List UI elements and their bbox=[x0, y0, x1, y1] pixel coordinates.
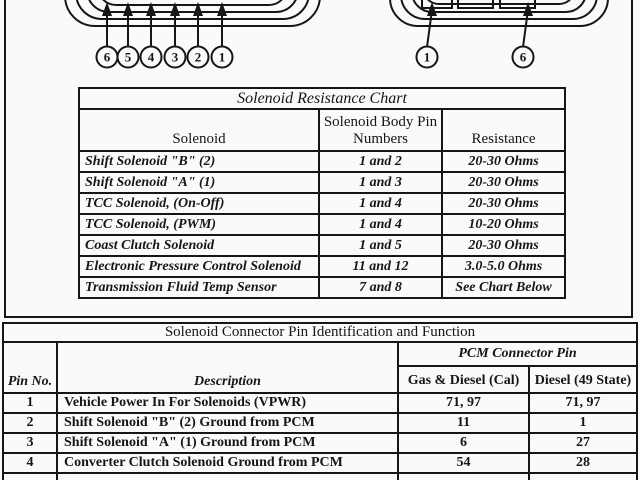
resistance-chart-title: Solenoid Resistance Chart bbox=[79, 88, 565, 109]
pin-label: 4 bbox=[147, 49, 155, 65]
solenoid-name-cell: TCC Solenoid, (PWM) bbox=[79, 214, 319, 235]
pin-no-cell: 2 bbox=[3, 413, 57, 433]
harness-connector-diagram bbox=[378, 0, 630, 72]
resistance-cell: 10-20 Ohms bbox=[442, 214, 565, 235]
cal-pin-cell: 71, 97 bbox=[398, 393, 529, 413]
column-header-pin-no: Pin No. bbox=[3, 342, 57, 393]
column-header-gas-diesel-cal: Gas & Diesel (Cal) bbox=[398, 366, 529, 393]
pin-identification-table bbox=[2, 322, 638, 480]
pin-numbers-cell: 1 and 2 bbox=[319, 151, 442, 172]
description-cell: Shift Solenoid "B" (2) Ground from PCM bbox=[57, 413, 398, 433]
solenoid-resistance-chart bbox=[78, 87, 566, 299]
pin-numbers-cell: 1 and 3 bbox=[319, 172, 442, 193]
description-cell: Vehicle Power In For Solenoids (VPWR) bbox=[57, 393, 398, 413]
table-row bbox=[79, 235, 565, 256]
table-row bbox=[3, 433, 637, 453]
description-cell: Converter Clutch Solenoid Ground from PCM bbox=[57, 453, 398, 473]
description-cell: Shift Solenoid "A" (1) Ground from PCM bbox=[57, 433, 398, 453]
solenoid-name-cell: Shift Solenoid "A" (1) bbox=[79, 172, 319, 193]
pin-label: 2 bbox=[194, 49, 202, 65]
table-title-row bbox=[3, 323, 637, 342]
column-header-description: Description bbox=[57, 342, 398, 393]
table-header-row bbox=[3, 342, 637, 366]
table-row bbox=[3, 453, 637, 473]
pin-label: 6 bbox=[103, 49, 111, 65]
solenoid-name-cell: Shift Solenoid "B" (2) bbox=[79, 151, 319, 172]
pin-table-title: Solenoid Connector Pin Identification and Function bbox=[3, 323, 637, 342]
pin-label: 6 bbox=[519, 49, 527, 65]
resistance-cell: 20-30 Ohms bbox=[442, 193, 565, 214]
resistance-cell: 20-30 Ohms bbox=[442, 172, 565, 193]
pin-numbers-cell: 1 and 4 bbox=[319, 193, 442, 214]
pin-label: 3 bbox=[171, 49, 179, 65]
table-title-row bbox=[79, 88, 565, 109]
description-cell bbox=[57, 473, 398, 480]
column-group-pcm-connector-pin: PCM Connector Pin bbox=[398, 342, 637, 366]
resistance-cell: 20-30 Ohms bbox=[442, 151, 565, 172]
pin-label: 1 bbox=[218, 49, 226, 65]
pin-numbers-cell: 7 and 8 bbox=[319, 277, 442, 298]
table-row bbox=[79, 151, 565, 172]
pin-no-cell bbox=[3, 473, 57, 480]
pin-no-cell: 1 bbox=[3, 393, 57, 413]
pin-label: 1 bbox=[423, 49, 431, 65]
pin-number-callouts bbox=[97, 47, 233, 68]
pin-numbers-cell: 11 and 12 bbox=[319, 256, 442, 277]
table-row bbox=[3, 413, 637, 433]
solenoid-name-cell: TCC Solenoid, (On-Off) bbox=[79, 193, 319, 214]
pin-no-cell: 4 bbox=[3, 453, 57, 473]
state49-pin-cell: 71, 97 bbox=[529, 393, 637, 413]
pin-numbers-cell: 1 and 4 bbox=[319, 214, 442, 235]
column-header-pin-numbers: Solenoid Body Pin Numbers bbox=[319, 109, 442, 151]
column-header-solenoid: Solenoid bbox=[79, 109, 319, 151]
table-row bbox=[79, 277, 565, 298]
state49-pin-cell: 1 bbox=[529, 413, 637, 433]
cal-pin-cell: 6 bbox=[398, 433, 529, 453]
table-row bbox=[79, 172, 565, 193]
solenoid-name-cell: Coast Clutch Solenoid bbox=[79, 235, 319, 256]
table-row bbox=[79, 214, 565, 235]
resistance-cell: See Chart Below bbox=[442, 277, 565, 298]
pin-label: 5 bbox=[124, 49, 132, 65]
state49-pin-cell bbox=[529, 473, 637, 480]
column-header-resistance: Resistance bbox=[442, 109, 565, 151]
pin-numbers-cell: 1 and 5 bbox=[319, 235, 442, 256]
pin-number-callouts bbox=[417, 47, 534, 68]
state49-pin-cell: 27 bbox=[529, 433, 637, 453]
table-row bbox=[79, 256, 565, 277]
cal-pin-cell: 11 bbox=[398, 413, 529, 433]
state49-pin-cell: 28 bbox=[529, 453, 637, 473]
solenoid-name-cell: Electronic Pressure Control Solenoid bbox=[79, 256, 319, 277]
cal-pin-cell bbox=[398, 473, 529, 480]
resistance-cell: 3.0-5.0 Ohms bbox=[442, 256, 565, 277]
column-header-diesel-49-state: Diesel (49 State) bbox=[529, 366, 637, 393]
resistance-cell: 20-30 Ohms bbox=[442, 235, 565, 256]
table-row bbox=[3, 393, 637, 413]
table-row-cropped bbox=[3, 473, 637, 480]
solenoid-body-connector-diagram bbox=[60, 0, 330, 72]
table-row bbox=[79, 193, 565, 214]
table-header-row bbox=[79, 109, 565, 151]
pin-pointer-arrows bbox=[102, 2, 227, 47]
pin-no-cell: 3 bbox=[3, 433, 57, 453]
cal-pin-cell: 54 bbox=[398, 453, 529, 473]
solenoid-name-cell: Transmission Fluid Temp Sensor bbox=[79, 277, 319, 298]
